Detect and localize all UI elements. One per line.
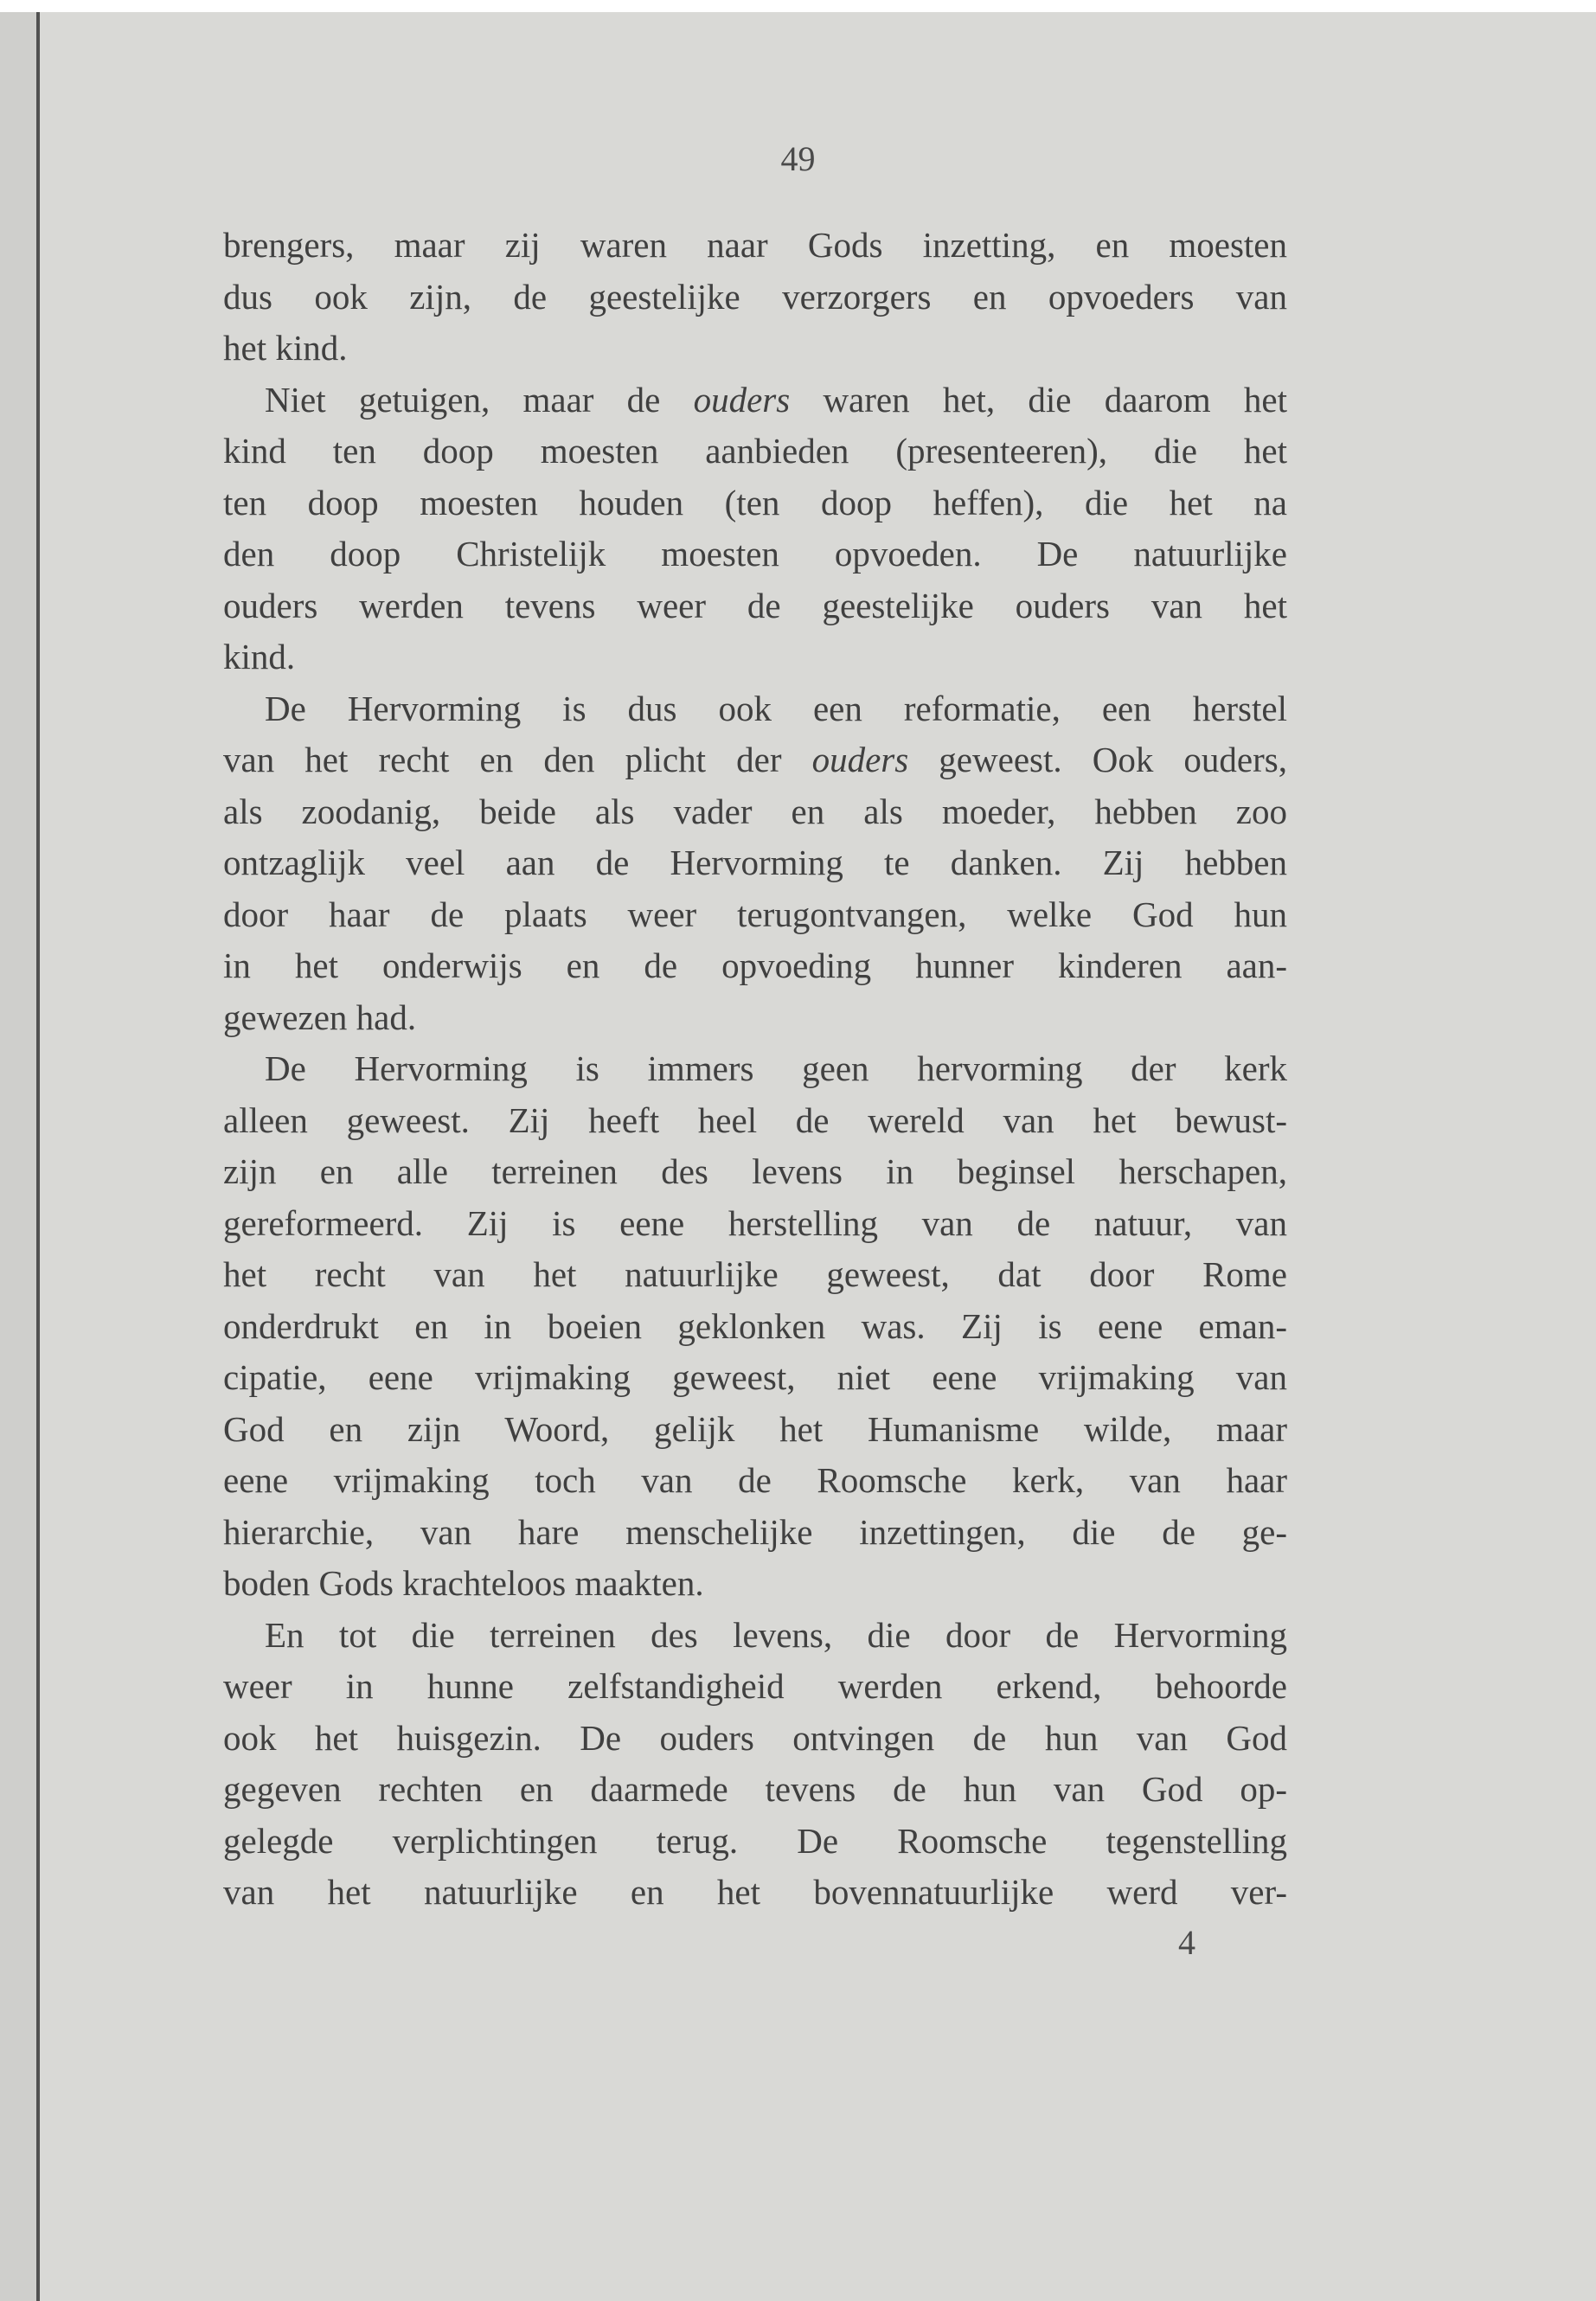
- italic-word: ouders: [693, 379, 791, 420]
- text-segment: het kind.: [223, 328, 348, 368]
- text-segment: gegeven rechten en daarmede tevens de hun van God op-: [223, 1769, 1287, 1809]
- page-number: 49: [780, 139, 816, 178]
- text-segment: van het recht en den plicht der: [223, 740, 812, 779]
- book-gutter-line: [36, 12, 40, 2301]
- text-line: [223, 1507, 1287, 1559]
- text-segment: geweest. Ook ouders,: [908, 740, 1287, 779]
- text-segment: als zoodanig, beide als vader en als moeder, hebben zoo: [223, 791, 1287, 831]
- text-line: [223, 1301, 1287, 1353]
- text-segment: cipatie, eene vrijmaking geweest, niet eene vrijmaking van: [223, 1357, 1287, 1397]
- text-line: [223, 580, 1287, 632]
- text-segment: het recht van het natuurlijke geweest, dat door Rome: [223, 1254, 1287, 1294]
- text-segment: hierarchie, van hare menschelijke inzettingen, die de ge-: [223, 1511, 1287, 1552]
- text-segment: boden Gods krachteloos maakten.: [223, 1563, 704, 1603]
- italic-word: ouders: [811, 740, 909, 779]
- text-segment: De Hervorming is dus ook een reformatie, een herstel: [265, 688, 1287, 728]
- text-segment: door haar de plaats weer terugontvangen, welke God hun: [223, 894, 1287, 934]
- text-line: [223, 631, 1287, 683]
- text-line: [223, 1558, 1287, 1610]
- text-line: [223, 837, 1287, 889]
- text-segment: alleen geweest. Zij heeft heel de wereld van het bewust-: [223, 1099, 1287, 1140]
- text-line: [223, 272, 1287, 324]
- text-line: [223, 426, 1287, 478]
- text-segment: En tot die terreinen des levens, die door de Hervorming: [265, 1614, 1287, 1655]
- text-line: [223, 683, 1287, 735]
- text-line: [223, 1198, 1287, 1250]
- text-line: [223, 375, 1287, 426]
- text-line: [223, 992, 1287, 1044]
- text-segment: gelegde verplichtingen terug. De Roomsche tegenstelling: [223, 1820, 1287, 1861]
- text-segment: brengers, maar zij waren naar Gods inzetting, en moesten: [223, 225, 1287, 265]
- text-segment: ook het huisgezin. De ouders ontvingen de hun van God: [223, 1717, 1287, 1758]
- text-line: [223, 1455, 1287, 1507]
- text-line: [223, 1352, 1287, 1404]
- facing-page-edge: [0, 12, 38, 2301]
- text-line: [223, 1043, 1287, 1095]
- text-segment: dus ook zijn, de geestelijke verzorgers en opvoeders van: [223, 276, 1287, 317]
- text-segment: zijn en alle terreinen des levens in beginsel herschapen,: [223, 1151, 1287, 1191]
- text-line: [223, 478, 1287, 529]
- text-line: [223, 1404, 1287, 1456]
- text-segment: waren het, die daarom het: [790, 379, 1287, 420]
- text-line: [223, 786, 1287, 838]
- text-segment: ouders werden tevens weer de geestelijke ouders van het: [223, 585, 1287, 625]
- text-line: [223, 1146, 1287, 1198]
- text-line: [223, 1713, 1287, 1765]
- text-line: [223, 323, 1287, 375]
- text-line: [223, 529, 1287, 580]
- text-segment: weer in hunne zelfstandigheid werden erkend, behoorde: [223, 1666, 1287, 1706]
- text-segment: ontzaglijk veel aan de Hervorming te danken. Zij hebben: [223, 843, 1287, 882]
- text-segment: God en zijn Woord, gelijk het Humanisme wilde, maar: [223, 1408, 1287, 1449]
- text-line: [223, 940, 1287, 992]
- text-segment: gereformeerd. Zij is eene herstelling van de natuur, van: [223, 1202, 1287, 1243]
- text-segment: eene vrijmaking toch van de Roomsche kerk, van haar: [223, 1460, 1287, 1500]
- text-segment: van het natuurlijke en het bovennatuurlijke werd ver-: [223, 1872, 1287, 1912]
- body-text: [223, 220, 1287, 1919]
- text-line: [223, 889, 1287, 941]
- text-line: [223, 1095, 1287, 1147]
- text-line: [223, 1661, 1287, 1713]
- text-line: [223, 1867, 1287, 1919]
- text-segment: De Hervorming is immers geen hervorming der kerk: [265, 1048, 1287, 1088]
- text-segment: Niet getuigen, maar de: [265, 379, 694, 420]
- text-line: [223, 1249, 1287, 1301]
- signature-mark: 4: [1178, 1923, 1195, 1962]
- text-segment: ten doop moesten houden (ten doop heffen), die het na: [223, 482, 1287, 522]
- text-segment: kind ten doop moesten aanbieden (presenteeren), die het: [223, 431, 1287, 471]
- text-line: [223, 220, 1287, 272]
- text-segment: gewezen had.: [223, 997, 417, 1037]
- text-line: [223, 1816, 1287, 1868]
- text-segment: den doop Christelijk moesten opvoeden. De natuurlijke: [223, 534, 1287, 574]
- text-segment: kind.: [223, 637, 296, 676]
- text-line: [223, 1610, 1287, 1662]
- text-line: [223, 1764, 1287, 1816]
- text-segment: onderdrukt en in boeien geklonken was. Zij is eene eman-: [223, 1305, 1287, 1346]
- text-segment: in het onderwijs en de opvoeding hunner kinderen aan-: [223, 945, 1287, 985]
- text-line: [223, 734, 1287, 786]
